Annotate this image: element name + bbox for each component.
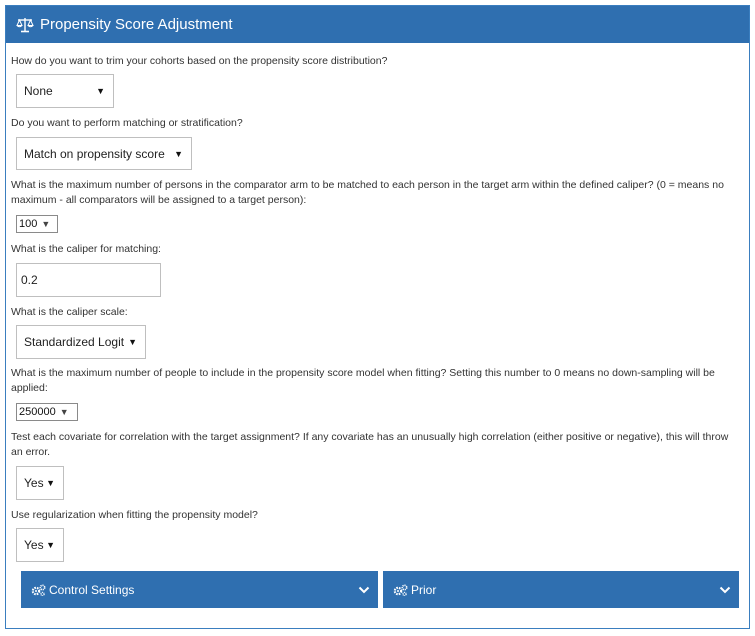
caret-down-icon: ▼ bbox=[128, 337, 137, 347]
trim-select-value: None bbox=[24, 84, 53, 98]
gears-icon bbox=[31, 584, 46, 596]
regularization-select[interactable] bbox=[16, 528, 64, 562]
matching-question-label: Do you want to perform matching or stratification? bbox=[11, 117, 243, 129]
test-covariate-select-value: Yes bbox=[24, 476, 44, 490]
control-settings-label: Control Settings bbox=[49, 582, 135, 597]
chevron-down-icon bbox=[358, 586, 370, 594]
regularization-question-label: Use regularization when fitting the propensity model? bbox=[11, 509, 258, 521]
max-ratio-select-value: 100 bbox=[19, 218, 38, 230]
max-ratio-question-label: What is the maximum number of persons in the comparator arm to be matched to each person in the target arm within the defined caliper? (0 = means no maximum - all comparators will be assigned to a target person): bbox=[11, 179, 724, 206]
max-people-question-label: What is the maximum number of people to include in the propensity score model when fitting? Setting this number to 0 means no down-sampling will be applied: bbox=[11, 367, 715, 394]
max-people-select-value: 250000 bbox=[19, 406, 56, 418]
max-people-select[interactable] bbox=[16, 403, 78, 421]
control-settings-accordion[interactable] bbox=[21, 571, 378, 608]
caliper-scale-select-value: Standardized Logit bbox=[24, 335, 125, 349]
caliper-question-label: What is the caliper for matching: bbox=[11, 243, 161, 255]
chevron-down-icon bbox=[719, 586, 731, 594]
prior-label: Prior bbox=[411, 582, 437, 597]
trim-select[interactable] bbox=[16, 74, 114, 108]
matching-select-value: Match on propensity score bbox=[24, 146, 165, 161]
max-ratio-select[interactable] bbox=[16, 215, 58, 233]
caret-down-icon: ▼ bbox=[41, 219, 51, 229]
prior-accordion[interactable] bbox=[383, 571, 739, 608]
test-covariate-question-label: Test each covariate for correlation with the target assignment? If any covariate has an unusually high correlation (either positive or negative), this will throw an error. bbox=[11, 431, 729, 458]
caret-down-icon: ▼ bbox=[174, 148, 183, 159]
trim-question-label: How do you want to trim your cohorts based on the propensity score distribution? bbox=[11, 55, 388, 67]
caret-down-icon: ▼ bbox=[46, 540, 55, 550]
test-covariate-select[interactable] bbox=[16, 466, 64, 500]
caret-down-icon: ▼ bbox=[46, 478, 55, 488]
caret-down-icon: ▼ bbox=[59, 407, 69, 417]
caliper-input[interactable]: 0.2 bbox=[16, 263, 161, 297]
caliper-scale-question-label: What is the caliper scale: bbox=[11, 306, 128, 318]
matching-select[interactable] bbox=[16, 137, 192, 170]
panel-header bbox=[6, 6, 749, 43]
caret-down-icon: ▼ bbox=[96, 86, 105, 96]
regularization-select-value: Yes bbox=[24, 538, 44, 552]
gears-icon bbox=[393, 584, 408, 596]
caliper-scale-select[interactable] bbox=[16, 325, 146, 359]
panel-title: Propensity Score Adjustment bbox=[40, 16, 233, 33]
scale-icon bbox=[16, 17, 34, 33]
